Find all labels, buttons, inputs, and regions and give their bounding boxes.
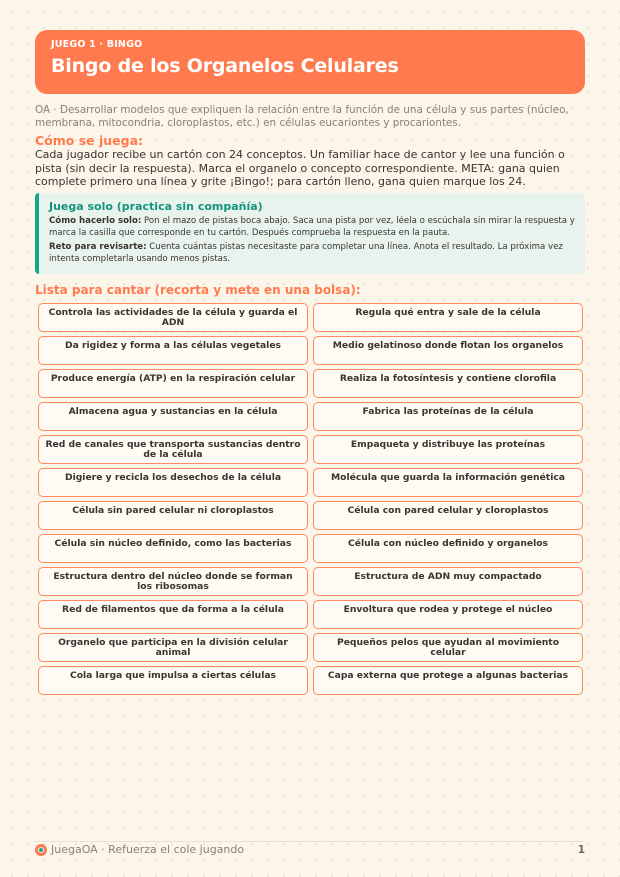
title-banner	[35, 30, 585, 94]
clue-card: Regula qué entra y sale de la célula	[313, 303, 583, 332]
page-number: 1	[577, 844, 585, 856]
clue-card: Fabrica las proteínas de la célula	[313, 402, 583, 431]
clue-card: Red de canales que transporta sustancias dentro de la célula	[38, 435, 308, 464]
solo-how-to-label: Cómo hacerlo solo:	[49, 216, 142, 226]
clue-card-grid	[38, 303, 583, 695]
clue-card: Cola larga que impulsa a ciertas células	[38, 666, 308, 695]
clue-card: Pequeños pelos que ayudan al movimiento celular	[313, 633, 583, 662]
solo-challenge	[49, 242, 575, 265]
clue-card: Célula con núcleo definido y organelos	[313, 534, 583, 563]
solo-play-box	[35, 193, 585, 274]
page-title: Bingo de los Organelos Celulares	[51, 55, 399, 77]
clue-card: Célula con pared celular y cloroplastos	[313, 501, 583, 530]
clue-card: Empaqueta y distribuye las proteínas	[313, 435, 583, 464]
solo-how-to-text: Pon el mazo de pistas boca abajo. Saca una pista por vez, léela o escúchala sin mirar la respuesta y marca la casilla que corresponde en tu cartón. Después comprueba la respuesta en la pauta.	[49, 216, 575, 238]
clue-card: Organelo que participa en la división celular animal	[38, 633, 308, 662]
clue-card: Realiza la fotosíntesis y contiene clorofila	[313, 369, 583, 398]
clue-card: Red de filamentos que da forma a la célula	[38, 600, 308, 629]
footer-brand-text: JuegaOA · Refuerza el cole jugando	[51, 843, 245, 856]
learning-objective: OA · Desarrollar modelos que expliquen la relación entre la función de una célula y sus partes (núcleo, membrana, mitocondria, cloroplastos, etc.) en células eucariontes y procariontes.	[35, 104, 569, 129]
ring-logo-icon	[35, 844, 47, 856]
solo-challenge-label: Reto para revisarte:	[49, 242, 147, 253]
clue-card: Envoltura que rodea y protege el núcleo	[313, 600, 583, 629]
clue-card: Controla las actividades de la célula y guarda el ADN	[38, 303, 308, 332]
clue-card: Digiere y recicla los desechos de la célula	[38, 468, 308, 497]
clue-card: Medio gelatinoso donde flotan los organelos	[313, 336, 583, 365]
footer-brand	[35, 843, 244, 856]
footer-divider	[35, 841, 585, 842]
clue-card: Molécula que guarda la información genética	[313, 468, 583, 497]
how-to-play-heading: Cómo se juega:	[35, 133, 144, 148]
clue-card: Célula sin pared celular ni cloroplastos	[38, 501, 308, 530]
game-kicker: JUEGO 1 · BINGO	[51, 39, 143, 50]
clue-card: Estructura de ADN muy compactado	[313, 567, 583, 596]
clue-card: Estructura dentro del núcleo donde se forman los ribosomas	[38, 567, 308, 596]
clue-card: Célula sin núcleo definido, como las bacterias	[38, 534, 308, 563]
how-to-play-text: Cada jugador recibe un cartón con 24 conceptos. Un familiar hace de cantor y lee una función o pista (sin decir la respuesta). Marca el organelo o concepto correspondiente. META: gana quien complete primero una línea y grite ¡Bingo!; para cartón lleno, gana quien marque los 24.	[35, 148, 565, 189]
clue-list-heading: Lista para cantar (recorta y mete en una bolsa):	[35, 283, 361, 297]
solo-how-to	[49, 216, 575, 239]
solo-challenge-text: Cuenta cuántas pistas necesitaste para completar una línea. Anota el resultado. La próxima vez intenta completarla usando menos pistas.	[49, 242, 563, 264]
solo-play-heading: Juega solo (practica sin compañía)	[49, 200, 263, 213]
clue-card: Da rigidez y forma a las células vegetales	[38, 336, 308, 365]
clue-card: Capa externa que protege a algunas bacterias	[313, 666, 583, 695]
clue-card: Produce energía (ATP) en la respiración celular	[38, 369, 308, 398]
clue-card: Almacena agua y sustancias en la célula	[38, 402, 308, 431]
